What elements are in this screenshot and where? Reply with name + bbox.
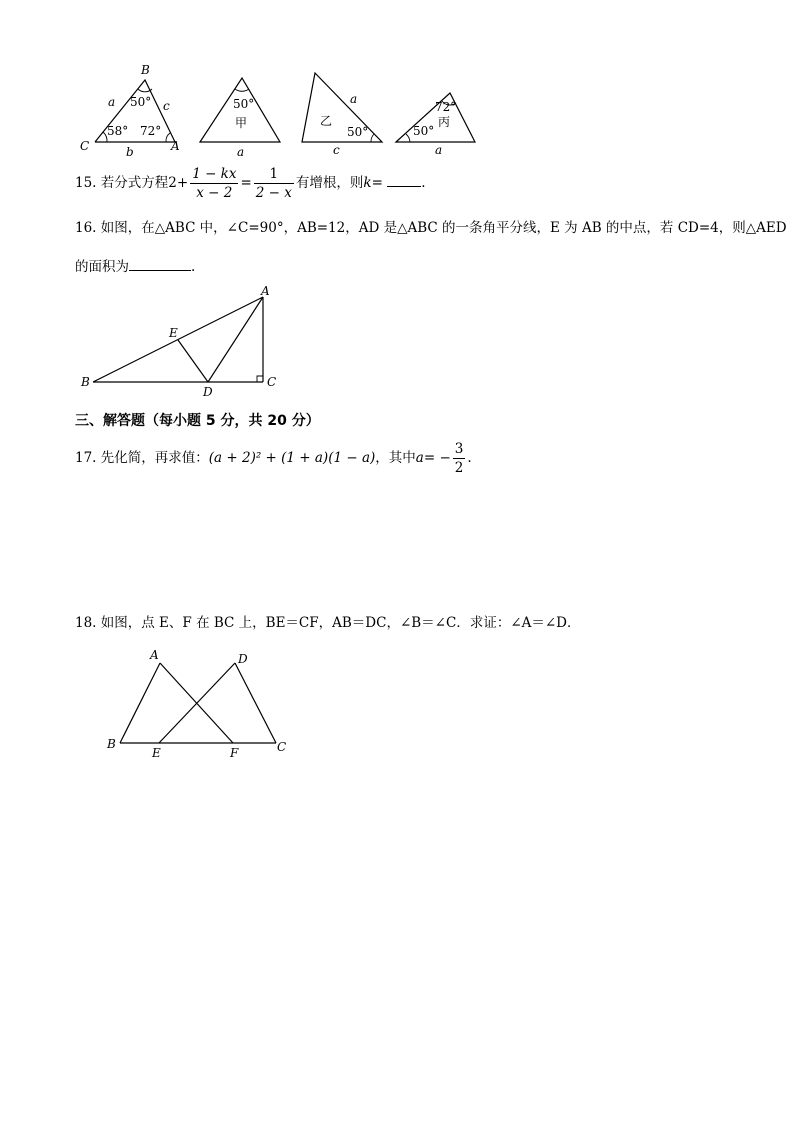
q15-frac1-numerator: 1 − kx	[192, 166, 237, 182]
q17-equals: = −	[423, 450, 451, 466]
figure-16	[78, 285, 288, 400]
fig18-label-E: E	[152, 746, 161, 760]
label-yi: 乙	[320, 114, 333, 128]
question-15	[75, 163, 425, 203]
q16-end: .	[191, 259, 196, 275]
q15-fraction-2	[254, 165, 294, 202]
angle-bing-left: 50°	[413, 124, 435, 138]
q17-end: .	[467, 450, 472, 466]
q16-line-2: 的面积为	[75, 259, 129, 275]
label-C: C	[80, 139, 90, 153]
question-16-line-2	[75, 256, 195, 277]
q17-text: 17. 先化简，再求值：	[75, 450, 209, 466]
q15-equals: =	[240, 175, 252, 191]
triangle-bing	[396, 93, 475, 157]
q17-denominator: 2	[454, 460, 464, 476]
q15-frac2-denominator: 2 − x	[255, 185, 292, 201]
fig18-label-D: D	[238, 652, 248, 666]
q15-plus: +	[176, 175, 189, 191]
side-b: b	[126, 145, 134, 159]
angle-B: 50°	[130, 95, 152, 109]
side-jia-a: a	[237, 145, 245, 159]
fig18-label-C: C	[277, 740, 287, 754]
q15-k: k	[363, 175, 372, 191]
q17-var-a: a	[415, 450, 424, 466]
q15-frac1-denominator: x − 2	[196, 185, 233, 201]
q15-frac2-numerator: 1	[254, 165, 294, 184]
fig18-label-B: B	[107, 737, 116, 751]
side-a: a	[108, 95, 116, 109]
question-17	[75, 440, 472, 477]
label-jia: 甲	[235, 116, 248, 130]
side-c: c	[163, 99, 170, 113]
side-bing-a: a	[435, 143, 443, 157]
q15-text-1: 若分式方程	[100, 175, 169, 191]
q15-answer-blank[interactable]	[387, 172, 421, 187]
question-16	[75, 218, 787, 238]
q17-numerator: 3	[454, 441, 464, 457]
question-18	[75, 613, 581, 633]
label-B: B	[141, 63, 150, 77]
label-bing: 丙	[438, 115, 451, 129]
angle-yi: 50°	[347, 125, 369, 139]
q15-text-2: 有增根，则	[295, 175, 364, 191]
q15-end: .	[421, 175, 426, 191]
q17-expression: (a + 2)² + (1 + a)(1 − a)	[208, 450, 376, 466]
angle-bing-top: 72°	[435, 100, 457, 114]
q18-text: 18. 如图，点 E、F 在 BC 上，BE＝CF，AB＝DC，∠B＝∠C．求证：∠A＝∠D．	[75, 615, 581, 631]
q15-two: 2	[168, 175, 177, 191]
q15-fraction-1	[190, 165, 238, 202]
q17-where: ，其中	[375, 450, 416, 466]
angle-A: 72°	[140, 124, 162, 138]
q17-fraction	[453, 440, 466, 477]
q15-equals-2: =	[371, 175, 383, 191]
triangles-figure	[70, 60, 490, 160]
fig16-label-A: A	[261, 285, 270, 298]
triangle-abc	[80, 63, 180, 159]
label-A: A	[171, 139, 180, 153]
fig16-label-C: C	[267, 375, 277, 389]
q16-answer-blank[interactable]	[129, 256, 191, 271]
fig16-label-B: B	[81, 375, 90, 389]
triangle-yi	[302, 73, 382, 157]
side-yi-c: c	[333, 143, 340, 157]
section-3-heading: 三、解答题（每小题 5 分，共 20 分）	[75, 413, 320, 429]
fig16-label-D: D	[203, 385, 213, 399]
angle-jia: 50°	[233, 97, 255, 111]
q15-number: 15.	[75, 175, 97, 191]
q16-line-1: 16. 如图，在△ABC 中，∠C=90°，AB=12，AD 是△ABC 的一条角平分线，E 为 AB 的中点，若 CD=4，则△AED	[75, 220, 787, 236]
angle-C: 58°	[107, 124, 129, 138]
figure-18	[100, 645, 300, 765]
triangle-jia	[200, 78, 280, 159]
side-yi-a: a	[350, 92, 358, 106]
fig18-label-A: A	[150, 648, 159, 662]
fig18-label-F: F	[230, 746, 239, 760]
fig16-label-E: E	[169, 326, 178, 340]
